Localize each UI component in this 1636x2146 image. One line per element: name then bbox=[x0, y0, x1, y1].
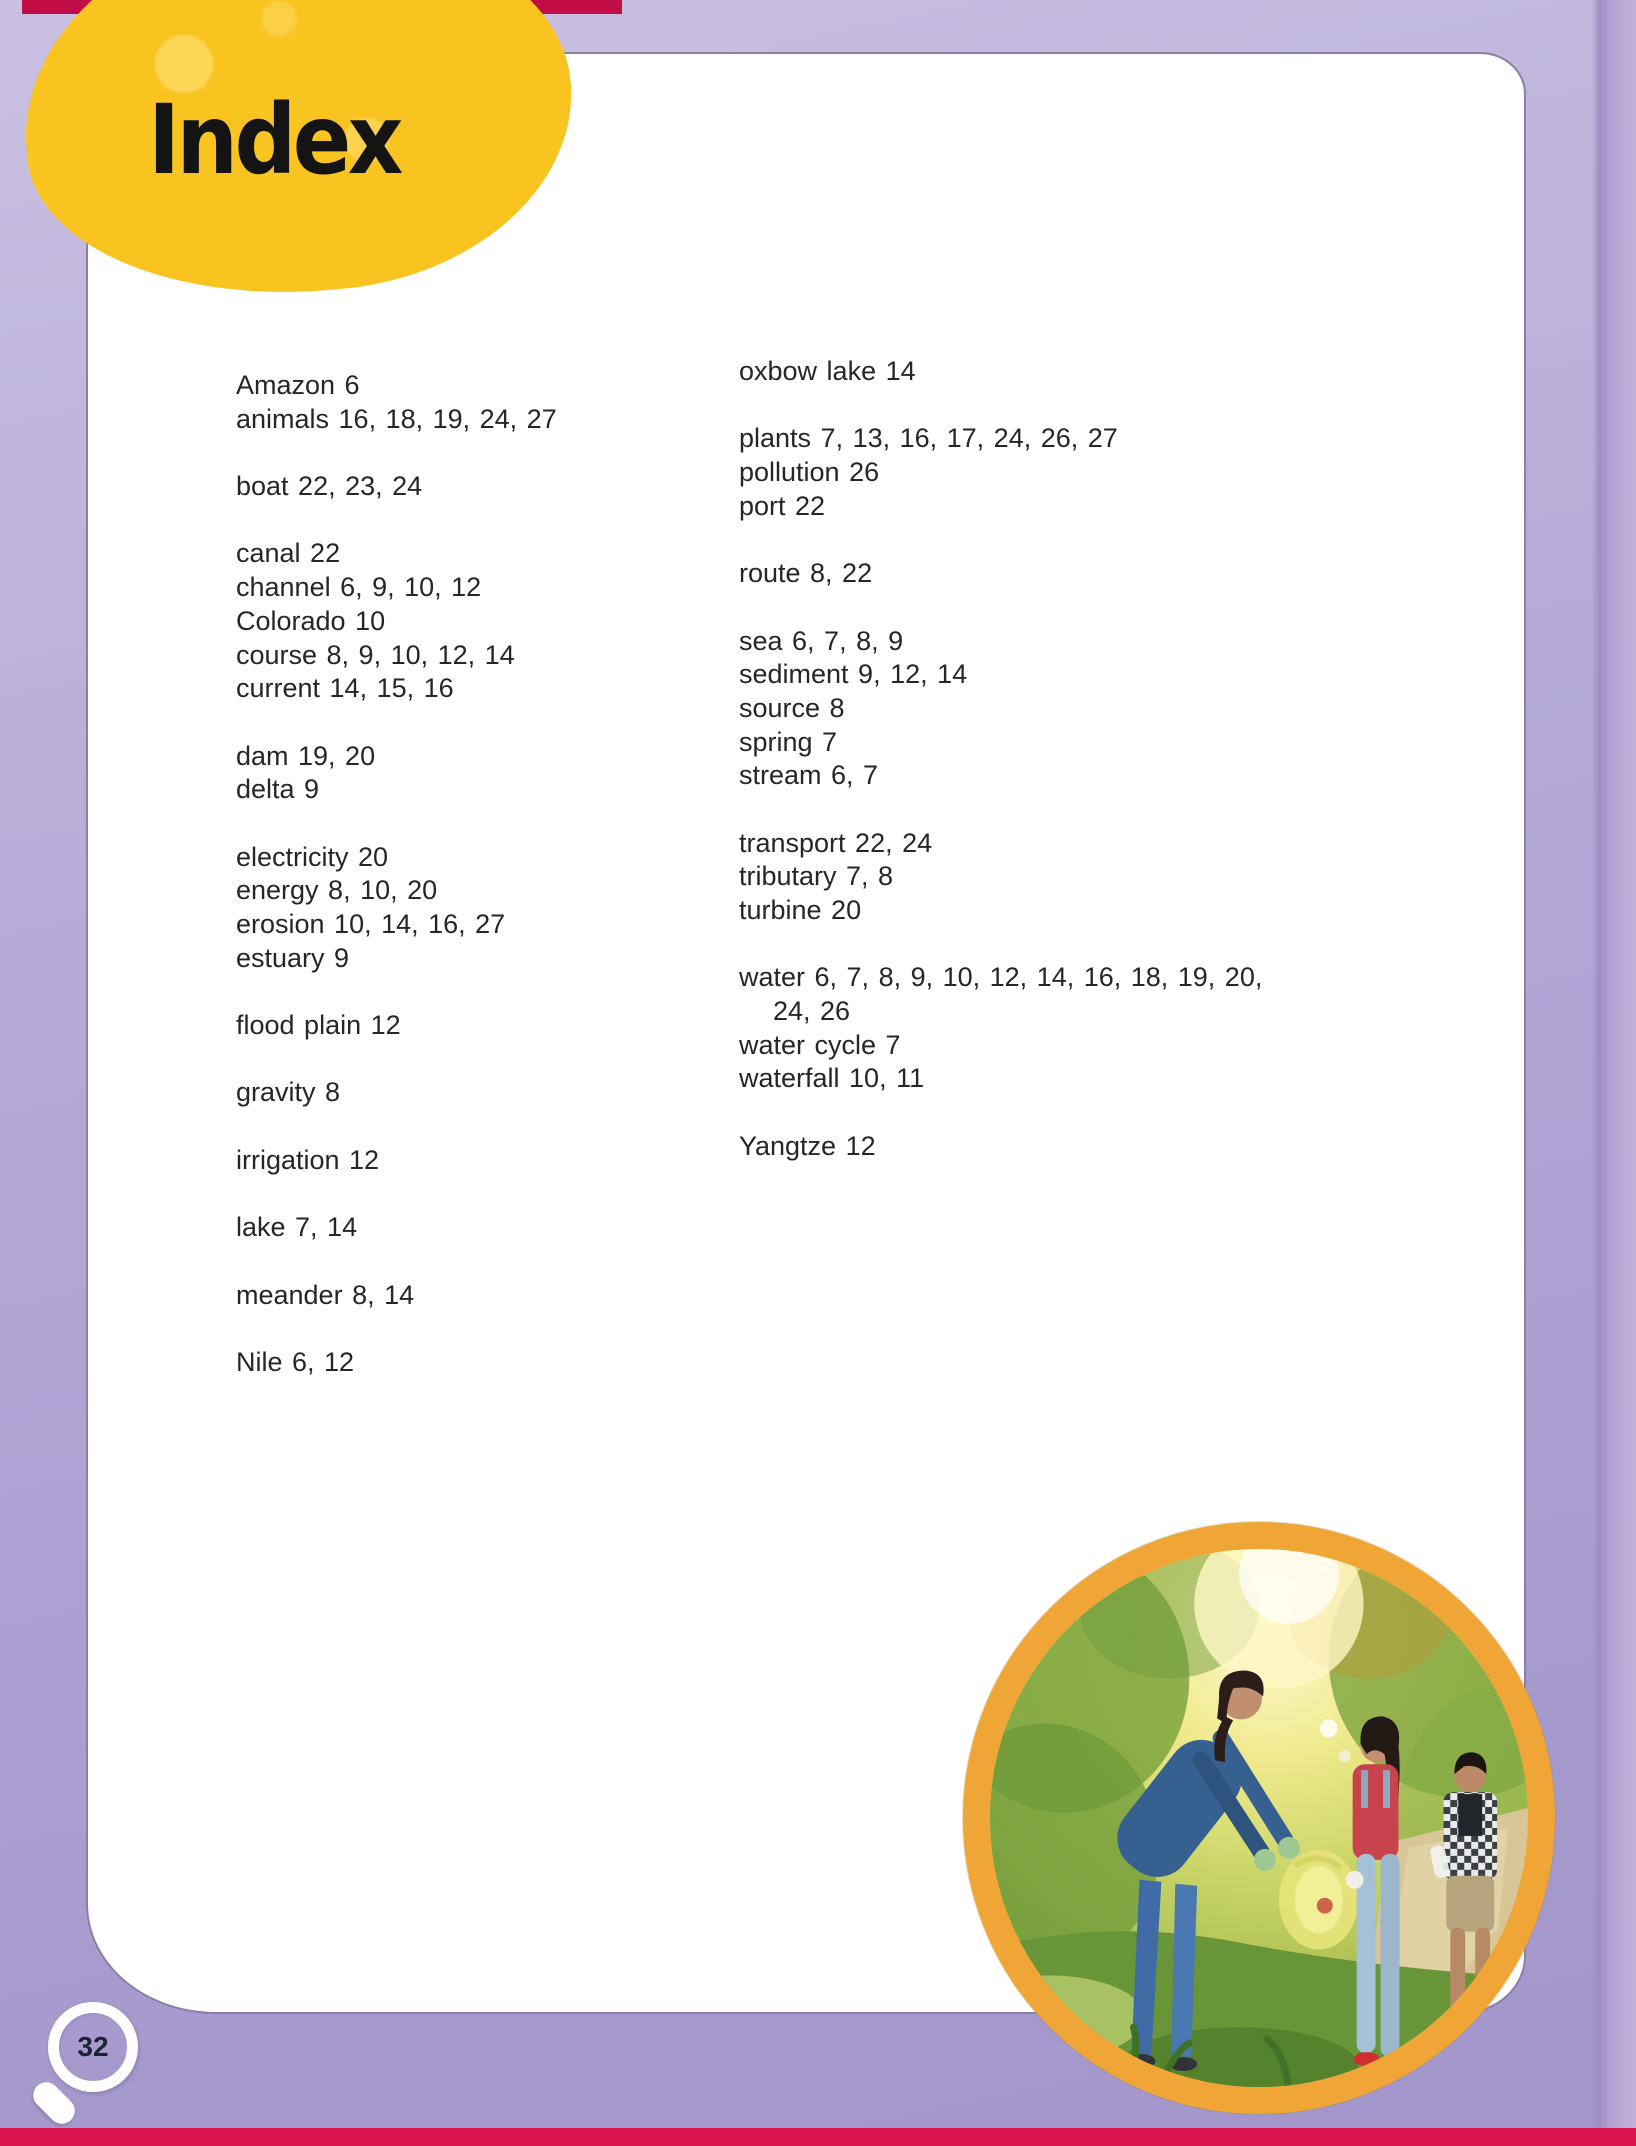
index-column-left bbox=[236, 369, 736, 1413]
index-entry: channel 6, 9, 10, 12 bbox=[236, 572, 482, 603]
index-entry: estuary 9 bbox=[236, 942, 350, 973]
index-entry: plants 7, 13, 16, 17, 24, 26, 27 bbox=[739, 423, 1118, 454]
index-entry: dam 19, 20 bbox=[236, 740, 376, 771]
index-entry: spring 7 bbox=[739, 726, 838, 757]
index-entry: energy 8, 10, 20 bbox=[236, 875, 438, 906]
index-entry: oxbow lake 14 bbox=[739, 356, 916, 386]
index-entry: waterfall 10, 11 bbox=[739, 1063, 925, 1094]
index-entry: route 8, 22 bbox=[739, 558, 873, 589]
page-spine-shadow bbox=[1592, 0, 1636, 2146]
index-entry: turbine 20 bbox=[739, 895, 862, 925]
page-title: Index bbox=[148, 84, 400, 196]
index-entry: water 6, 7, 8, 9, 10, 12, 14, 16, 18, 19, 20, bbox=[739, 962, 1263, 993]
index-entry: source 8 bbox=[739, 692, 845, 723]
index-entry: course 8, 9, 10, 12, 14 bbox=[236, 639, 515, 670]
index-entry: animals 16, 18, 19, 24, 27 bbox=[236, 403, 557, 434]
cleanup-photo-illustration bbox=[990, 1549, 1528, 2087]
index-entry: stream 6, 7 bbox=[739, 760, 879, 791]
index-column-right bbox=[739, 355, 1439, 1197]
index-entry: Yangtze 12 bbox=[739, 1130, 876, 1161]
index-entry: pollution 26 bbox=[739, 457, 880, 488]
index-entry: boat 22, 23, 24 bbox=[236, 471, 423, 502]
index-entry: Colorado 10 bbox=[236, 605, 386, 636]
index-entry: transport 22, 24 bbox=[739, 827, 933, 858]
index-entry: water cycle 7 bbox=[739, 1029, 901, 1060]
index-entry: port 22 bbox=[739, 490, 826, 521]
index-entry: lake 7, 14 bbox=[236, 1212, 358, 1243]
index-entry: electricity 20 bbox=[236, 841, 389, 872]
index-entry: meander 8, 14 bbox=[236, 1279, 415, 1310]
index-entry: canal 22 bbox=[236, 538, 341, 569]
index-entry: erosion 10, 14, 16, 27 bbox=[236, 909, 506, 939]
page-number-badge bbox=[34, 1996, 154, 2130]
index-entry: delta 9 bbox=[236, 774, 320, 805]
index-entry: flood plain 12 bbox=[236, 1010, 401, 1041]
cover-edge-bottom bbox=[0, 2128, 1636, 2146]
page-number: 32 bbox=[77, 2031, 109, 2062]
index-entry: irrigation 12 bbox=[236, 1144, 380, 1175]
index-entry: 24, 26 bbox=[773, 996, 851, 1027]
index-entry: tributary 7, 8 bbox=[739, 861, 894, 892]
cleanup-photo bbox=[963, 1522, 1555, 2114]
index-entry: Amazon 6 bbox=[236, 370, 360, 400]
index-entry: sediment 9, 12, 14 bbox=[739, 659, 968, 690]
index-entry: Nile 6, 12 bbox=[236, 1346, 355, 1377]
index-entry: current 14, 15, 16 bbox=[236, 673, 454, 704]
index-entry: gravity 8 bbox=[236, 1077, 341, 1108]
index-entry: sea 6, 7, 8, 9 bbox=[739, 625, 904, 656]
